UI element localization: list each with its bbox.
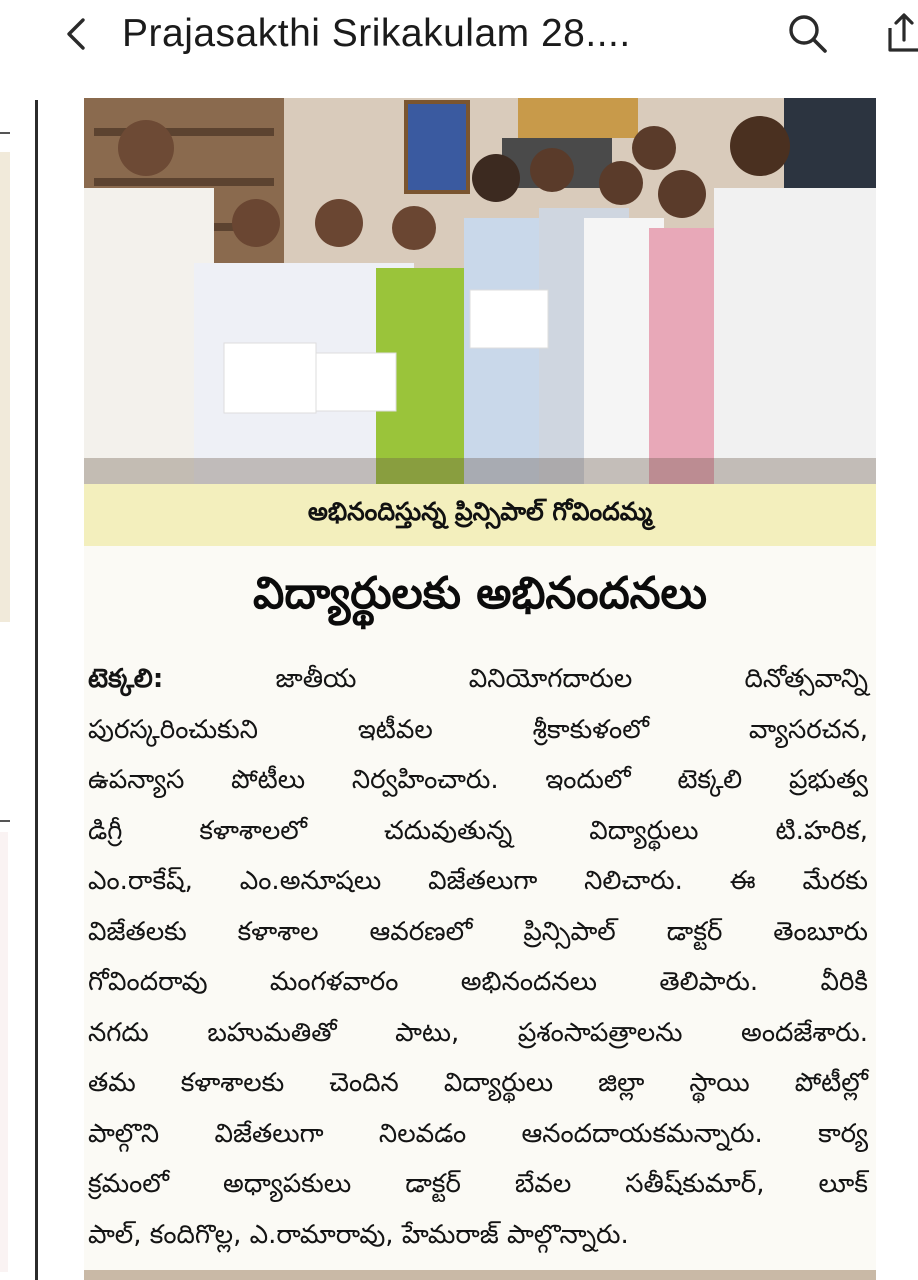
body-line: డిగ్రీ కళాశాలలో చదువుతున్న విద్యార్థులు టి.హరిక,: [88, 815, 868, 846]
body-line: పాల్, కందిగొల్ల, ఎ.రామారావు, హేమరాజ్ పాల్గొన్నారు.: [88, 1219, 629, 1250]
body-line: క్రమంలో అధ్యాపకులు డాక్టర్ బేవల సతీష్‌కుమార్, లూక్: [88, 1169, 868, 1199]
body-line: ఉపన్యాస పోటీలు నిర్వహించారు. ఇందులో టెక్కలి ప్రభుత్వ: [88, 765, 868, 795]
edge-mark: [0, 132, 10, 134]
photo-caption-bar: [84, 484, 876, 546]
edge-mark: [0, 820, 10, 822]
back-button[interactable]: [52, 8, 100, 60]
column-divider: [35, 100, 38, 1280]
body-line: పురస్కరించుకుని ఇటీవల శ్రీకాకుళంలో వ్యాసరచన,: [88, 714, 868, 745]
search-icon: [786, 12, 830, 56]
photo-caption: అభినందిస్తున్న ప్రిన్సిపాల్ గోవిందమ్మ: [307, 497, 653, 526]
body-line-text: జాతీయ వినియోగదారుల దినోత్సవాన్ని: [275, 664, 869, 694]
share-button[interactable]: [876, 6, 918, 58]
body-line: నగదు బహుమతితో పాటు, ప్రశంసాపత్రాలను అందజేశారు.: [88, 1017, 868, 1048]
body-line: విజేతలకు కళాశాల ఆవరణలో ప్రిన్సిపాల్ డాక్టర్ తెంబూరు: [88, 916, 868, 947]
group-photo-illustration: [84, 98, 876, 484]
previous-page-edge: [0, 152, 10, 622]
previous-page-edge-lower: [0, 832, 8, 1272]
article-photo: [84, 98, 876, 484]
page-viewer[interactable]: [0, 72, 918, 1280]
next-clipping-edge: [84, 1270, 876, 1280]
news-clipping: [84, 98, 876, 1280]
body-line: ఎం.రాకేష్, ఎం.అనూషలు విజేతలుగా నిలిచారు. ఈ మేరకు: [88, 866, 868, 896]
body-line: పాల్గొని విజేతలుగా నిలవడం ఆనందదాయకమన్నారు. కార్య: [88, 1118, 868, 1149]
article-dateline: టెక్కలి:: [88, 664, 164, 694]
body-line: తమ కళాశాలకు చెందిన విద్యార్థులు జిల్లా స్థాయి పోటీల్లో: [88, 1068, 868, 1098]
app-bar: [0, 0, 918, 72]
document-title: Prajasakthi Srikakulam 28....: [122, 12, 631, 55]
body-line: [88, 654, 868, 705]
search-button[interactable]: [780, 8, 836, 60]
article-headline: విద్యార్థులకు అభినందనలు: [253, 568, 707, 619]
article-body: [88, 654, 868, 1260]
chevron-left-icon: [63, 17, 89, 51]
share-icon: [876, 6, 918, 58]
body-line: గోవిందరావు మంగళవారం అభినందనలు తెలిపారు. వీరికి: [88, 967, 868, 997]
